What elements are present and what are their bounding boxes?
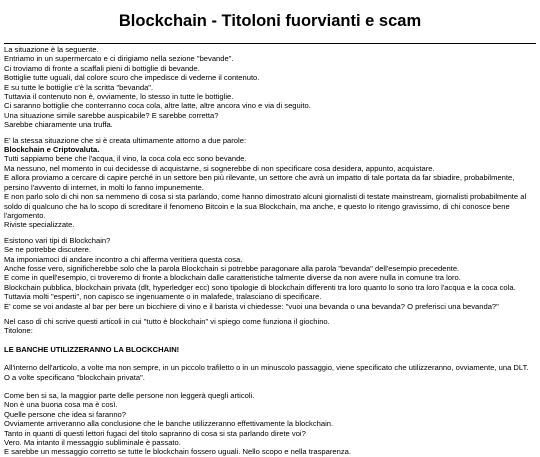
intro-line: La situazione è la seguente.	[4, 45, 99, 54]
section5-line: All'interno dell'articolo, a volte ma non sempre, in un piccolo trafiletto o in un minuscolo passaggio, viene specificato che utilizzeranno, ovviamente, una DLT.	[4, 363, 529, 373]
section3-line: E come in quell'esempio, ci troveremo di fronte a blockchain dalle caratteristiche talmente diverse da non avere nulla in comune tra loro.	[4, 273, 461, 283]
spacer	[4, 382, 534, 391]
intro-paragraph	[4, 45, 534, 130]
section3-line: Se ne potrebbe discutere.	[4, 245, 91, 255]
section6-paragraph	[4, 391, 534, 457]
section4-line: Titolone:	[4, 326, 33, 336]
section6-line: Tanto in quanti di questi lettori fugaci del titolo sapranno di cosa si sta parlando direte voi?	[4, 428, 306, 438]
section6-line: Ovviamente arriveranno alla conclusione che le banche utilizzeranno effettivamente la blockchain.	[4, 419, 334, 429]
section6-line: E sarebbe un messaggio corretto se tutte le blockchain fossero uguali. Nello scopo e nella trasparenza.	[4, 447, 351, 457]
title-divider	[4, 43, 536, 44]
page-title: Blockchain - Titoloni fuorvianti e scam	[118, 12, 422, 30]
section2-line: Riviste specializzate.	[4, 220, 75, 230]
intro-line: Ci troviamo di fronte a scaffali pieni di bottiglie di bevande.	[4, 63, 200, 73]
section6-line: Non è una buona cosa ma è così.	[4, 400, 118, 410]
section2-line: Tutti sappiamo bene che l'acqua, il vino, la coca cola ecc sono bevande.	[4, 154, 247, 164]
section2-paragraph	[4, 154, 534, 229]
spacer	[4, 354, 534, 363]
section3-line: E' come se voi andaste al bar per bere un bicchiere di vino e il barista vi chiedesse: "vuoi una bevanda o una bevanda? O preferisci una bevanda?"	[4, 301, 499, 311]
title-area	[0, 0, 540, 37]
section6-line: Vero. Ma intanto il messaggio subliminale è passato.	[4, 438, 181, 448]
section3-line: Tuttavia molti "esperti", non capisco se ingenuamente o in malafede, tralasciano di specificare.	[4, 292, 322, 302]
intro-line: Sarebbe chiaramente una truffa.	[4, 120, 113, 130]
intro-line: Entriamo in un supermercato e ci dirigiamo nella sezione "bevande".	[4, 54, 234, 64]
section4-paragraph	[4, 317, 534, 336]
section3-line: Esistono vari tipi di Blockchain?	[4, 235, 111, 245]
section2-bold-heading: Blockchain e Criptovaluta.	[4, 145, 100, 155]
headline-text: LE BANCHE UTILIZZERANNO LA BLOCKCHAIN!	[4, 344, 180, 354]
section3-line: Anche fosse vero, significherebbe solo che la parola Blockchain si potrebbe paragonare alla parola "bevanda" dell'esempio precedente.	[4, 263, 460, 273]
intro-line: Tuttavia il contenuto non è, ovviamente, lo stesso in tutte le bottiglie.	[4, 92, 234, 102]
spacer	[4, 336, 534, 345]
section3-paragraph	[4, 236, 534, 311]
section6-line: Quelle persone che idea si faranno?	[4, 409, 127, 419]
section4-line: Nel caso di chi scrive questi articoli in cui "tutto è blockchain" vi spiego come funziona il giochino.	[4, 316, 330, 326]
intro-line: E su tutte le bottiglie c'è la scritta "bevanda".	[4, 82, 154, 92]
section2-line: E allora proviamo a cercare di capire perché in un settore ben più rilevante, un settore che avrà un impatto di tale portata da far sbiadire, probabilmente, persino l'avvento di internet, in molti lo fanno impunemente.	[4, 173, 515, 192]
intro-line: Ci saranno bottiglie che conterranno coca cola, altre latte, altre ancora vino e via di seguito.	[4, 101, 311, 111]
section2-line: Ma nessuno, nel momento in cui decidesse di acquistarne, si sognerebbe di non specificare cosa desidera, appunto, acquistare.	[4, 163, 435, 173]
section6-line: Come ben si sa, la maggior parte delle persone non leggerà quegli articoli.	[4, 391, 255, 400]
section5-line: O a volte specificano "blockchain privata".	[4, 372, 145, 382]
article-body	[4, 45, 534, 457]
section3-line: Ma imponiamoci di andare incontro a chi afferma veritiera questa cosa.	[4, 254, 243, 264]
intro-line: Una situazione simile sarebbe auspicabile? E sarebbe corretta?	[4, 110, 219, 120]
section3-line: Blockchain pubblica, blockchain privata (dlt, hyperledger ecc) sono tipologie di blockchain differenti tra loro quanto lo sono tra loro l'acqua e la coca cola.	[4, 282, 516, 292]
section2-line: E non parlo solo di chi non sa nemmeno di cosa si sta parlando, come hanno dimostrato alcuni giornalisti di testate mainstream, giornalisti probabilmente al soldo di qualcuno che ha lo scopo di screditare il fenomeno Bitcoin e la sua Blockchain, ma anche, e questo lo ritengo gravissimo, di chi conosce bene l'argomento.	[4, 192, 527, 220]
section2-intro: E' la stessa situazione che si è creata ultimamente attorno a due parole:	[4, 135, 247, 145]
intro-line: Bottiglie tutte uguali, dal colore scuro che impedisce di vederne il contenuto.	[4, 73, 260, 83]
section5-paragraph	[4, 363, 534, 382]
